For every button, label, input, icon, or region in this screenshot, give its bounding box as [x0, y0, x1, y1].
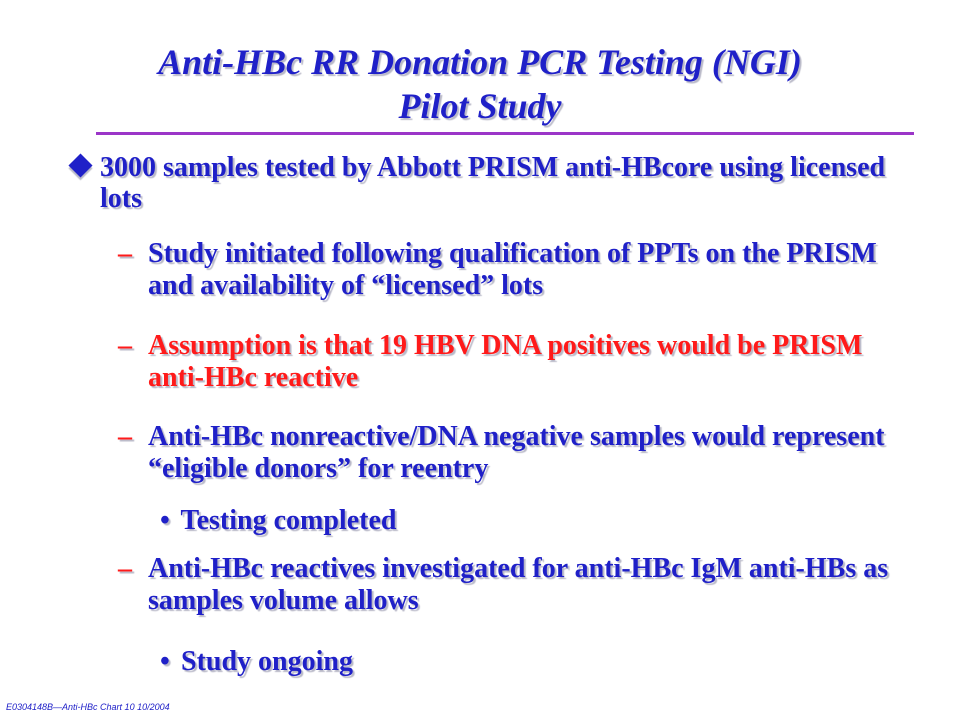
sub-bullet-1-text: Study initiated following qualification of PPTs on the PRISM and availability of “licensed” lots: [148, 238, 877, 301]
sub-sub-bullet-1-text: Testing completed: [180, 505, 397, 536]
dash-icon: –: [118, 421, 132, 452]
sub-bullet-3: [118, 421, 908, 485]
dash-icon: –: [118, 238, 132, 269]
dot-bullet-icon: •: [160, 646, 170, 677]
sub-bullet-3-text: Anti-HBc nonreactive/DNA negative samples would represent “eligible donors” for reentry: [148, 421, 885, 484]
main-bullet-text: 3000 samples tested by Abbott PRISM anti-HBcore using licensed lots: [100, 152, 886, 214]
title-line-1: Anti-HBc RR Donation PCR Testing (NGI): [158, 42, 802, 82]
sub-sub-bullet-2-text: Study ongoing: [181, 646, 353, 677]
title-divider: [96, 132, 914, 135]
sub-bullet-2-text: Assumption is that 19 HBV DNA positives would be PRISM anti-HBc reactive: [148, 330, 863, 393]
slide-footer: E0304148B—Anti-HBc Chart 10 10/2004: [6, 702, 170, 712]
sub-bullet-2: [118, 330, 908, 394]
sub-sub-bullet-2: [160, 646, 860, 678]
sub-bullet-4: [118, 553, 908, 617]
diamond-bullet-icon: [68, 153, 92, 177]
dash-icon: –: [118, 553, 132, 584]
dash-icon: –: [118, 330, 132, 361]
sub-bullet-4-text: Anti-HBc reactives investigated for anti-HBc IgM anti-HBs as samples volume allows: [148, 553, 889, 616]
sub-bullet-1: [118, 238, 908, 302]
title-line-2: Pilot Study: [398, 86, 562, 126]
slide-title: [60, 40, 900, 128]
dot-bullet-icon: •: [160, 505, 170, 536]
sub-sub-bullet-1: [160, 505, 860, 537]
